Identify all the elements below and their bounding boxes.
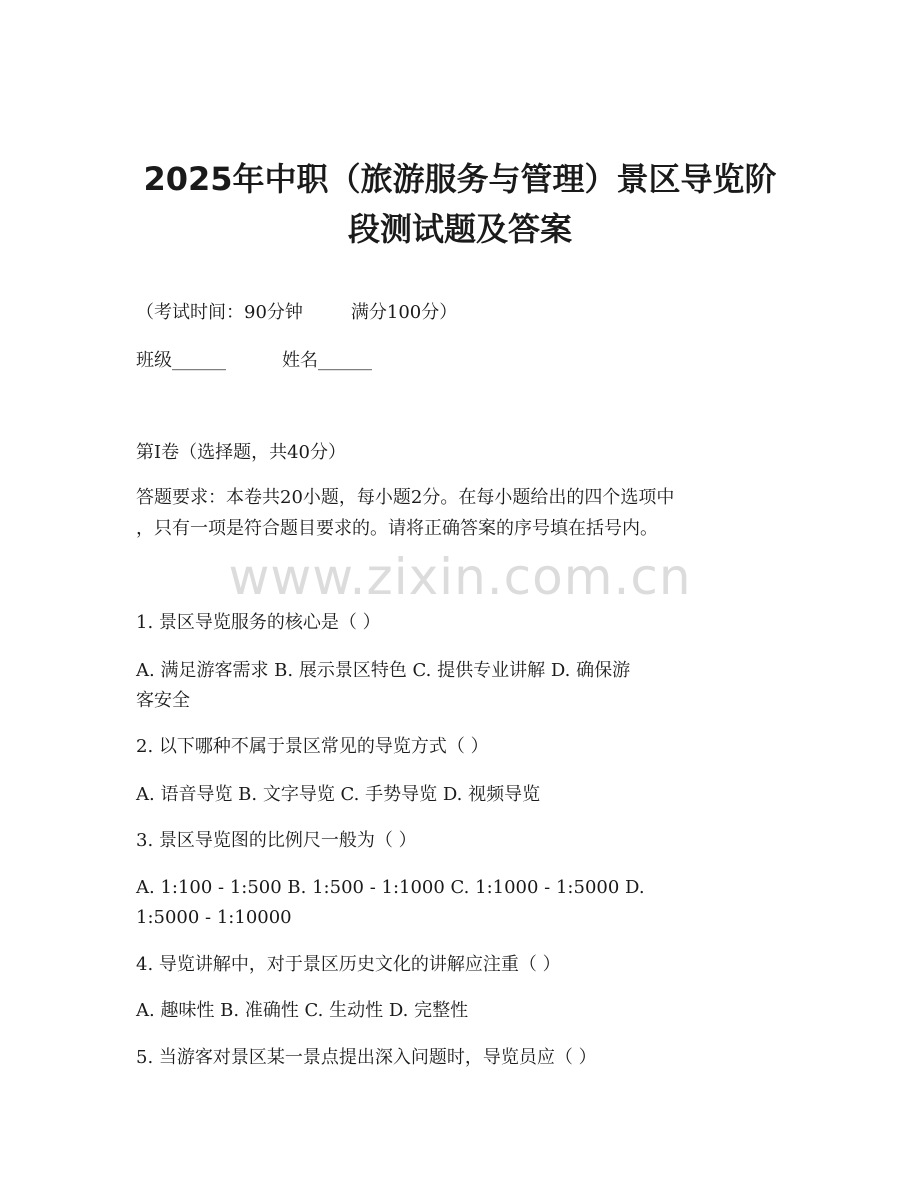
question-4-options-line1: A. 趣味性 B. 准确性 C. 生动性 D. 完整性 <box>136 1000 469 1021</box>
question-3-options-line2: 1:5000 - 1:10000 <box>136 907 292 928</box>
question-2-stem: 2. 以下哪种不属于景区常见的导览方式（ ） <box>136 736 489 757</box>
instructions-line1: 答题要求：本卷共20小题，每小题2分。在每小题给出的四个选项中 <box>136 487 675 508</box>
question-5-stem: 5. 当游客对景区某一景点提出深入问题时，导览员应（ ） <box>136 1047 597 1068</box>
exam-time: （考试时间：90分钟 <box>136 302 303 323</box>
question-1-stem: 1. 景区导览服务的核心是（ ） <box>136 612 381 633</box>
question-4-stem: 4. 导览讲解中，对于景区历史文化的讲解应注重（ ） <box>136 954 561 975</box>
question-2-options-line1: A. 语音导览 B. 文字导览 C. 手势导览 D. 视频导览 <box>136 784 541 805</box>
class-field: 班级______ <box>136 350 226 371</box>
document-title-line2: 段测试题及答案 <box>347 210 572 248</box>
question-3-options-line1: A. 1:100 - 1:500 B. 1:500 - 1:1000 C. 1:1000 - 1:5000 D. <box>136 877 645 898</box>
name-field: 姓名______ <box>282 350 372 371</box>
question-3-stem: 3. 景区导览图的比例尺一般为（ ） <box>136 830 417 851</box>
section-title: 第I卷（选择题，共40分） <box>136 442 347 463</box>
exam-info <box>136 298 786 328</box>
exam-score: 满分100分） <box>350 302 458 323</box>
document-title-line1: 2025年中职（旅游服务与管理）景区导览阶 <box>143 160 777 198</box>
student-fields <box>136 346 786 376</box>
question-1-options-line1: A. 满足游客需求 B. 展示景区特色 C. 提供专业讲解 D. 确保游 <box>136 660 631 681</box>
watermark: www.zixin.com.cn <box>228 548 692 606</box>
question-1-options-line2: 客安全 <box>136 690 190 711</box>
instructions-line2: ，只有一项是符合题目要求的。请将正确答案的序号填在括号内。 <box>136 518 658 539</box>
